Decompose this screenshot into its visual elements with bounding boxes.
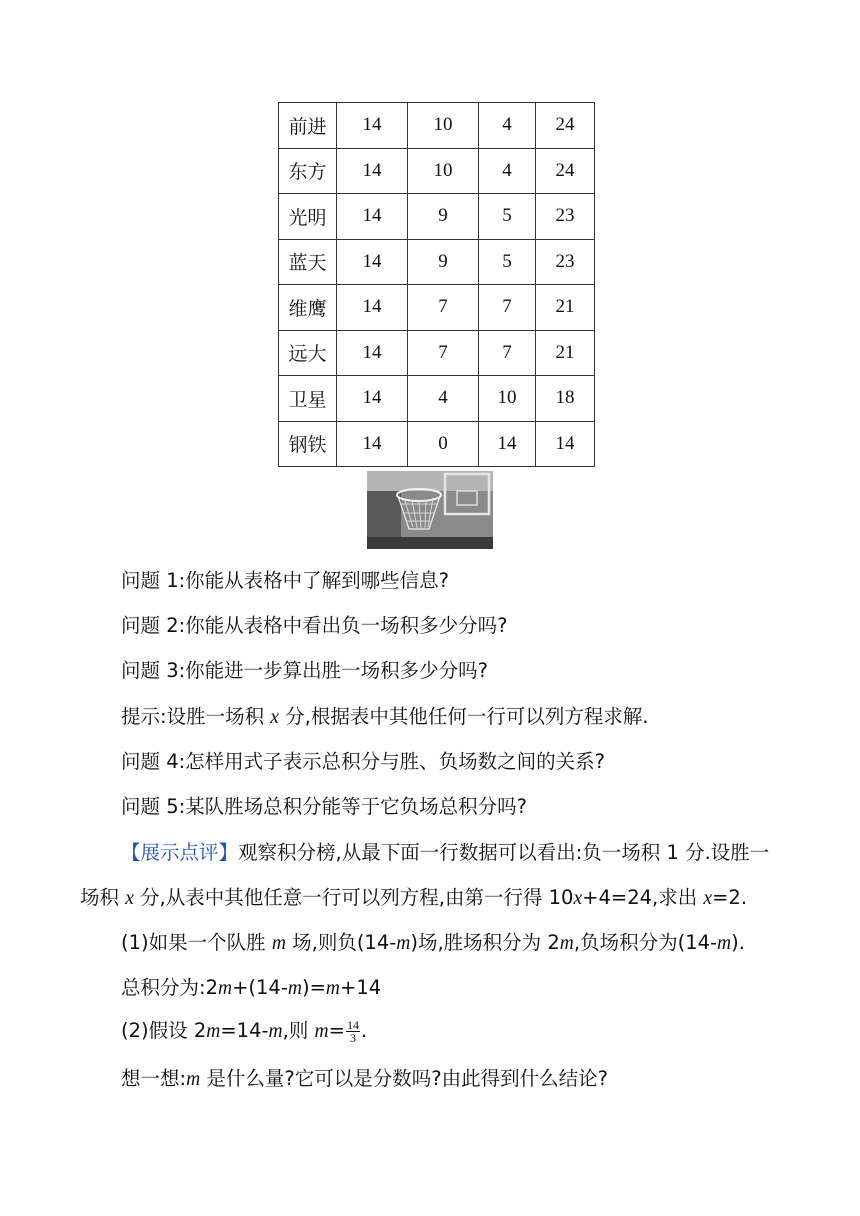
team-name-cell: 前进: [279, 103, 337, 149]
points-cell: 23: [536, 239, 595, 285]
points-cell: 21: [536, 285, 595, 331]
table-row: [279, 285, 595, 331]
games-cell: 14: [337, 285, 408, 331]
table-row: [279, 148, 595, 194]
part-1: (1)如果一个队胜 m 场,则负(14-m)场,胜场积分为 2m,负场积分为(14-m).: [121, 931, 745, 954]
losses-cell: 14: [479, 421, 536, 467]
wins-cell: 0: [408, 421, 479, 467]
games-cell: 14: [337, 194, 408, 240]
team-name-cell: 钢铁: [279, 421, 337, 467]
losses-cell: 5: [479, 239, 536, 285]
team-name-cell: 远大: [279, 330, 337, 376]
points-cell: 24: [536, 148, 595, 194]
losses-cell: 7: [479, 285, 536, 331]
table-row: [279, 376, 595, 422]
review-tag: 【展示点评】: [121, 841, 239, 864]
review-line-1: 【展示点评】观察积分榜,从最下面一行数据可以看出:负一场积 1 分.设胜一: [121, 841, 770, 864]
wins-cell: 7: [408, 285, 479, 331]
losses-cell: 7: [479, 330, 536, 376]
points-cell: 23: [536, 194, 595, 240]
basketball-hoop-photo: [367, 471, 493, 549]
wins-cell: 10: [408, 103, 479, 149]
games-cell: 14: [337, 376, 408, 422]
hint: 提示:设胜一场积 x 分,根据表中其他任何一行可以列方程求解.: [121, 705, 649, 728]
losses-cell: 4: [479, 148, 536, 194]
question-3: 问题 3:你能进一步算出胜一场积多少分吗?: [121, 659, 489, 682]
games-cell: 14: [337, 330, 408, 376]
table-row: [279, 239, 595, 285]
think-about: 想一想:m 是什么量?它可以是分数吗?由此得到什么结论?: [121, 1067, 608, 1090]
games-cell: 14: [337, 421, 408, 467]
team-name-cell: 卫星: [279, 376, 337, 422]
team-name-cell: 东方: [279, 148, 337, 194]
points-cell: 18: [536, 376, 595, 422]
points-cell: 24: [536, 103, 595, 149]
standings-table: [278, 102, 595, 467]
question-5: 问题 5:某队胜场总积分能等于它负场总积分吗?: [121, 795, 528, 818]
team-name-cell: 蓝天: [279, 239, 337, 285]
wins-cell: 7: [408, 330, 479, 376]
wins-cell: 10: [408, 148, 479, 194]
question-1: 问题 1:你能从表格中了解到哪些信息?: [121, 569, 450, 592]
games-cell: 14: [337, 148, 408, 194]
total-score: 总积分为:2m+(14-m)=m+14: [121, 976, 382, 999]
part-2: (2)假设 2m=14-m,则 m= $\frac{14}{3}$ .: [121, 1018, 368, 1045]
table-row: [279, 103, 595, 149]
losses-cell: 5: [479, 194, 536, 240]
team-name-cell: 光明: [279, 194, 337, 240]
fraction-14-3: $\frac{14}{3}$: [346, 1018, 359, 1045]
team-name-cell: 维鹰: [279, 285, 337, 331]
review-line-2: 场积 x 分,从表中其他任意一行可以列方程,由第一行得 10x+4=24,求出 x=2.: [80, 886, 748, 909]
var-x: x: [270, 707, 279, 728]
wins-cell: 9: [408, 194, 479, 240]
games-cell: 14: [337, 239, 408, 285]
table-row: [279, 194, 595, 240]
losses-cell: 4: [479, 103, 536, 149]
question-2: 问题 2:你能从表格中看出负一场积多少分吗?: [121, 614, 508, 637]
table-row: [279, 330, 595, 376]
points-cell: 14: [536, 421, 595, 467]
basketball-hoop-icon: [367, 471, 493, 549]
question-4: 问题 4:怎样用式子表示总积分与胜、负场数之间的关系?: [121, 750, 606, 773]
wins-cell: 4: [408, 376, 479, 422]
losses-cell: 10: [479, 376, 536, 422]
table-row: [279, 421, 595, 467]
wins-cell: 9: [408, 239, 479, 285]
points-cell: 21: [536, 330, 595, 376]
games-cell: 14: [337, 103, 408, 149]
